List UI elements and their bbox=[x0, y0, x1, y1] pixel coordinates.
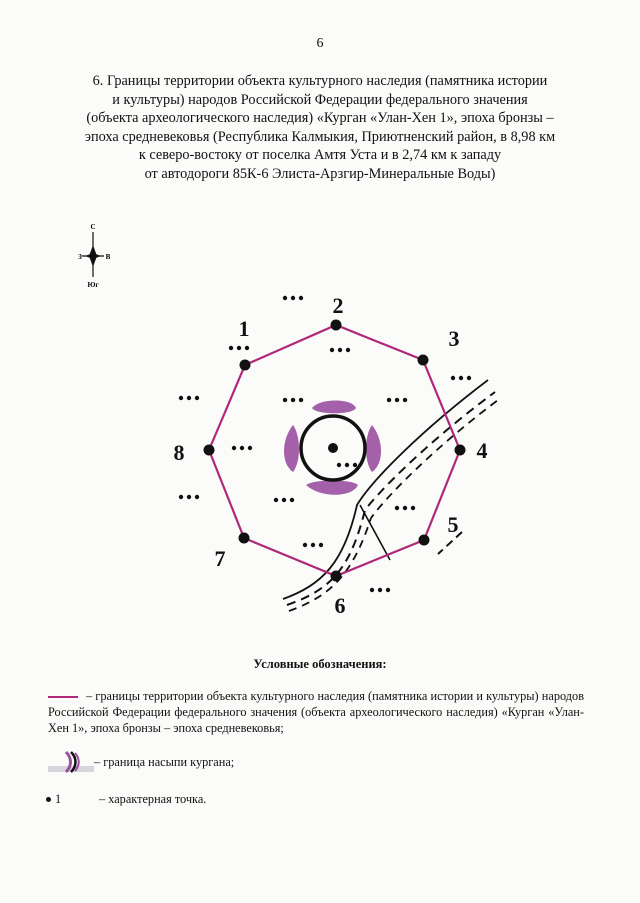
point-8 bbox=[204, 445, 215, 456]
ellipsis-marker bbox=[330, 348, 350, 352]
mound-boundary-east bbox=[366, 425, 381, 472]
point-label-2: 2 bbox=[332, 293, 344, 318]
ellipsis-marker bbox=[283, 296, 303, 300]
legend-mound-item bbox=[48, 750, 234, 774]
mound-center-point bbox=[328, 443, 338, 453]
point-3 bbox=[418, 355, 429, 366]
ellipsis-marker bbox=[387, 398, 407, 402]
point-label-4: 4 bbox=[476, 438, 488, 463]
title-line: 6. Границы территории объекта культурного наследия (памятника истории bbox=[92, 73, 548, 89]
ellipsis-marker bbox=[451, 376, 471, 380]
boundary-line-swatch bbox=[48, 696, 78, 698]
mound-boundary-west bbox=[284, 425, 299, 472]
legend-boundary-item bbox=[48, 688, 584, 736]
point-label-5: 5 bbox=[447, 512, 459, 537]
point-6 bbox=[331, 571, 342, 582]
north-label: С bbox=[90, 223, 96, 231]
mound-boundary-south bbox=[306, 481, 358, 495]
road-edge-dashed-lower bbox=[289, 400, 498, 611]
point-1 bbox=[240, 360, 251, 371]
west-label: З bbox=[78, 253, 82, 261]
title-line: и культуры) народов Российской Федерации федерального значения bbox=[112, 91, 528, 108]
point-7 bbox=[239, 533, 250, 544]
point-4 bbox=[455, 445, 466, 456]
point-2 bbox=[331, 320, 342, 331]
title-line: от автодороги 85К-6 Элиста-Арзгир-Минеральные Воды) bbox=[144, 165, 496, 182]
ellipsis-marker bbox=[283, 398, 303, 402]
page-number: 6 bbox=[316, 36, 324, 51]
ellipsis-marker bbox=[179, 495, 199, 499]
legend-point-sample: 1 bbox=[55, 792, 62, 806]
legend-point-text: – характерная точка. bbox=[99, 792, 207, 806]
ellipsis-marker bbox=[232, 446, 252, 450]
legend-heading: Условные обозначения: bbox=[253, 657, 387, 671]
ellipsis-marker bbox=[229, 346, 249, 350]
point-label-3: 3 bbox=[448, 326, 460, 351]
ellipsis-marker bbox=[303, 543, 323, 547]
legend-point-item bbox=[46, 791, 206, 807]
point-label-8: 8 bbox=[173, 440, 185, 465]
east-label: В bbox=[105, 253, 111, 261]
road-edge-dashed-upper bbox=[287, 392, 495, 605]
title-line: (объекта археологического наследия) «Курган «Улан-Хен 1», эпоха бронзы – bbox=[86, 110, 554, 127]
point-label-7: 7 bbox=[214, 546, 226, 571]
point-5 bbox=[419, 535, 430, 546]
ellipsis-marker bbox=[179, 396, 199, 400]
title-line: эпоха средневековья (Республика Калмыкия, Приютненский район, в 8,98 км bbox=[84, 128, 556, 145]
title-line: к северо-востоку от поселка Амтя Уста и в 2,74 км к западу bbox=[138, 147, 502, 164]
legend-mound-text: – граница насыпи кургана; bbox=[94, 755, 235, 769]
mound-boundary-north bbox=[312, 401, 356, 414]
road-branch bbox=[360, 505, 390, 560]
point-marker-icon bbox=[46, 797, 51, 802]
ellipsis-marker bbox=[274, 498, 294, 502]
ellipsis-marker bbox=[337, 463, 357, 467]
ellipsis-marker bbox=[370, 588, 390, 592]
legend-boundary-text: – границы территории объекта культурного наследия (памятника истории и культуры) народов Российской Федерации федерального значения (объекта археологического наследия) «Курган «Улан-Хен 1», эпоха бронзы – эпоха средневековья; bbox=[48, 689, 584, 735]
point-label-1: 1 bbox=[238, 316, 250, 341]
south-label: Юг bbox=[87, 281, 99, 289]
ellipsis-marker bbox=[395, 506, 415, 510]
mound-boundary-swatch-icon bbox=[48, 750, 94, 774]
point-label-6: 6 bbox=[334, 593, 346, 618]
